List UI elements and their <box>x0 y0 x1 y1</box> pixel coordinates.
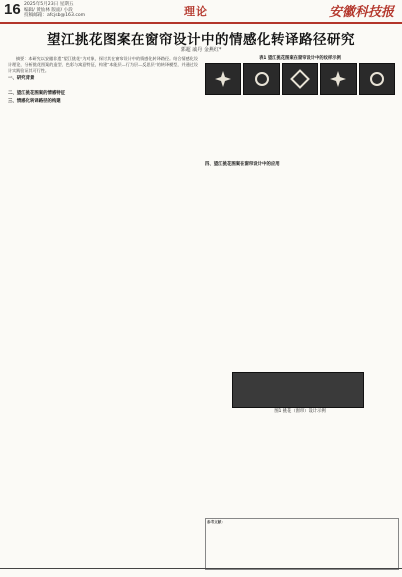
figure-caption: 表1 望江挑花图案在窗帘设计中的纹样示例 <box>259 56 341 61</box>
issue-date: 2025年5月23日 星期五 <box>24 2 74 7</box>
article-right-column <box>205 160 395 365</box>
email-line: 投稿邮箱：afcjsb@163.com <box>24 13 86 19</box>
pattern-tile <box>359 63 395 95</box>
figure-caption: 图1 挑花（窗帘）设计示例 <box>274 409 326 414</box>
pattern-tile <box>282 63 318 95</box>
pattern-grid <box>205 63 395 95</box>
pattern-figure <box>205 55 395 95</box>
page-number: 16 <box>4 1 21 18</box>
section-heading-2: 二、望江挑花图案的情感特征 <box>8 91 66 96</box>
references-box <box>205 518 399 570</box>
article-authors: 郭超 戚丹 金燕红* <box>180 47 222 53</box>
page-header <box>0 0 402 24</box>
abstract: 摘要：本研究以安徽非遗“望江挑花”为对象，探讨其在窗帘设计中的情感化转译路径。结合情感化设计理论，分析挑花图案的造型、色彩与寓意特征，构建“本能层—行为层—反思层”的转译模型，并通过设计实践验证其可行性。 <box>8 56 198 73</box>
section-name: 理论 <box>184 5 208 18</box>
article-title: 望江挑花图案在窗帘设计中的情感化转译路径研究 <box>47 32 355 48</box>
pattern-tile <box>205 63 241 95</box>
section-heading-3: 三、情感化转译路径的构建 <box>8 99 61 104</box>
editor-line: 编辑/ 黄仙林 版面/ 小段 <box>24 7 73 13</box>
section-heading-1: 一、研究背景 <box>8 76 35 81</box>
header-meta <box>24 2 85 19</box>
masthead-logo: 安徽科技报 <box>328 5 394 20</box>
section-heading-4: 四、望江挑花图案在窗帘设计中的应用 <box>205 162 280 167</box>
body-text <box>8 83 198 89</box>
curtain-design-image <box>232 372 364 408</box>
pattern-tile <box>243 63 279 95</box>
article-left-column <box>8 56 198 564</box>
pattern-tile <box>320 63 356 95</box>
references-title: 参考文献： <box>207 520 225 524</box>
